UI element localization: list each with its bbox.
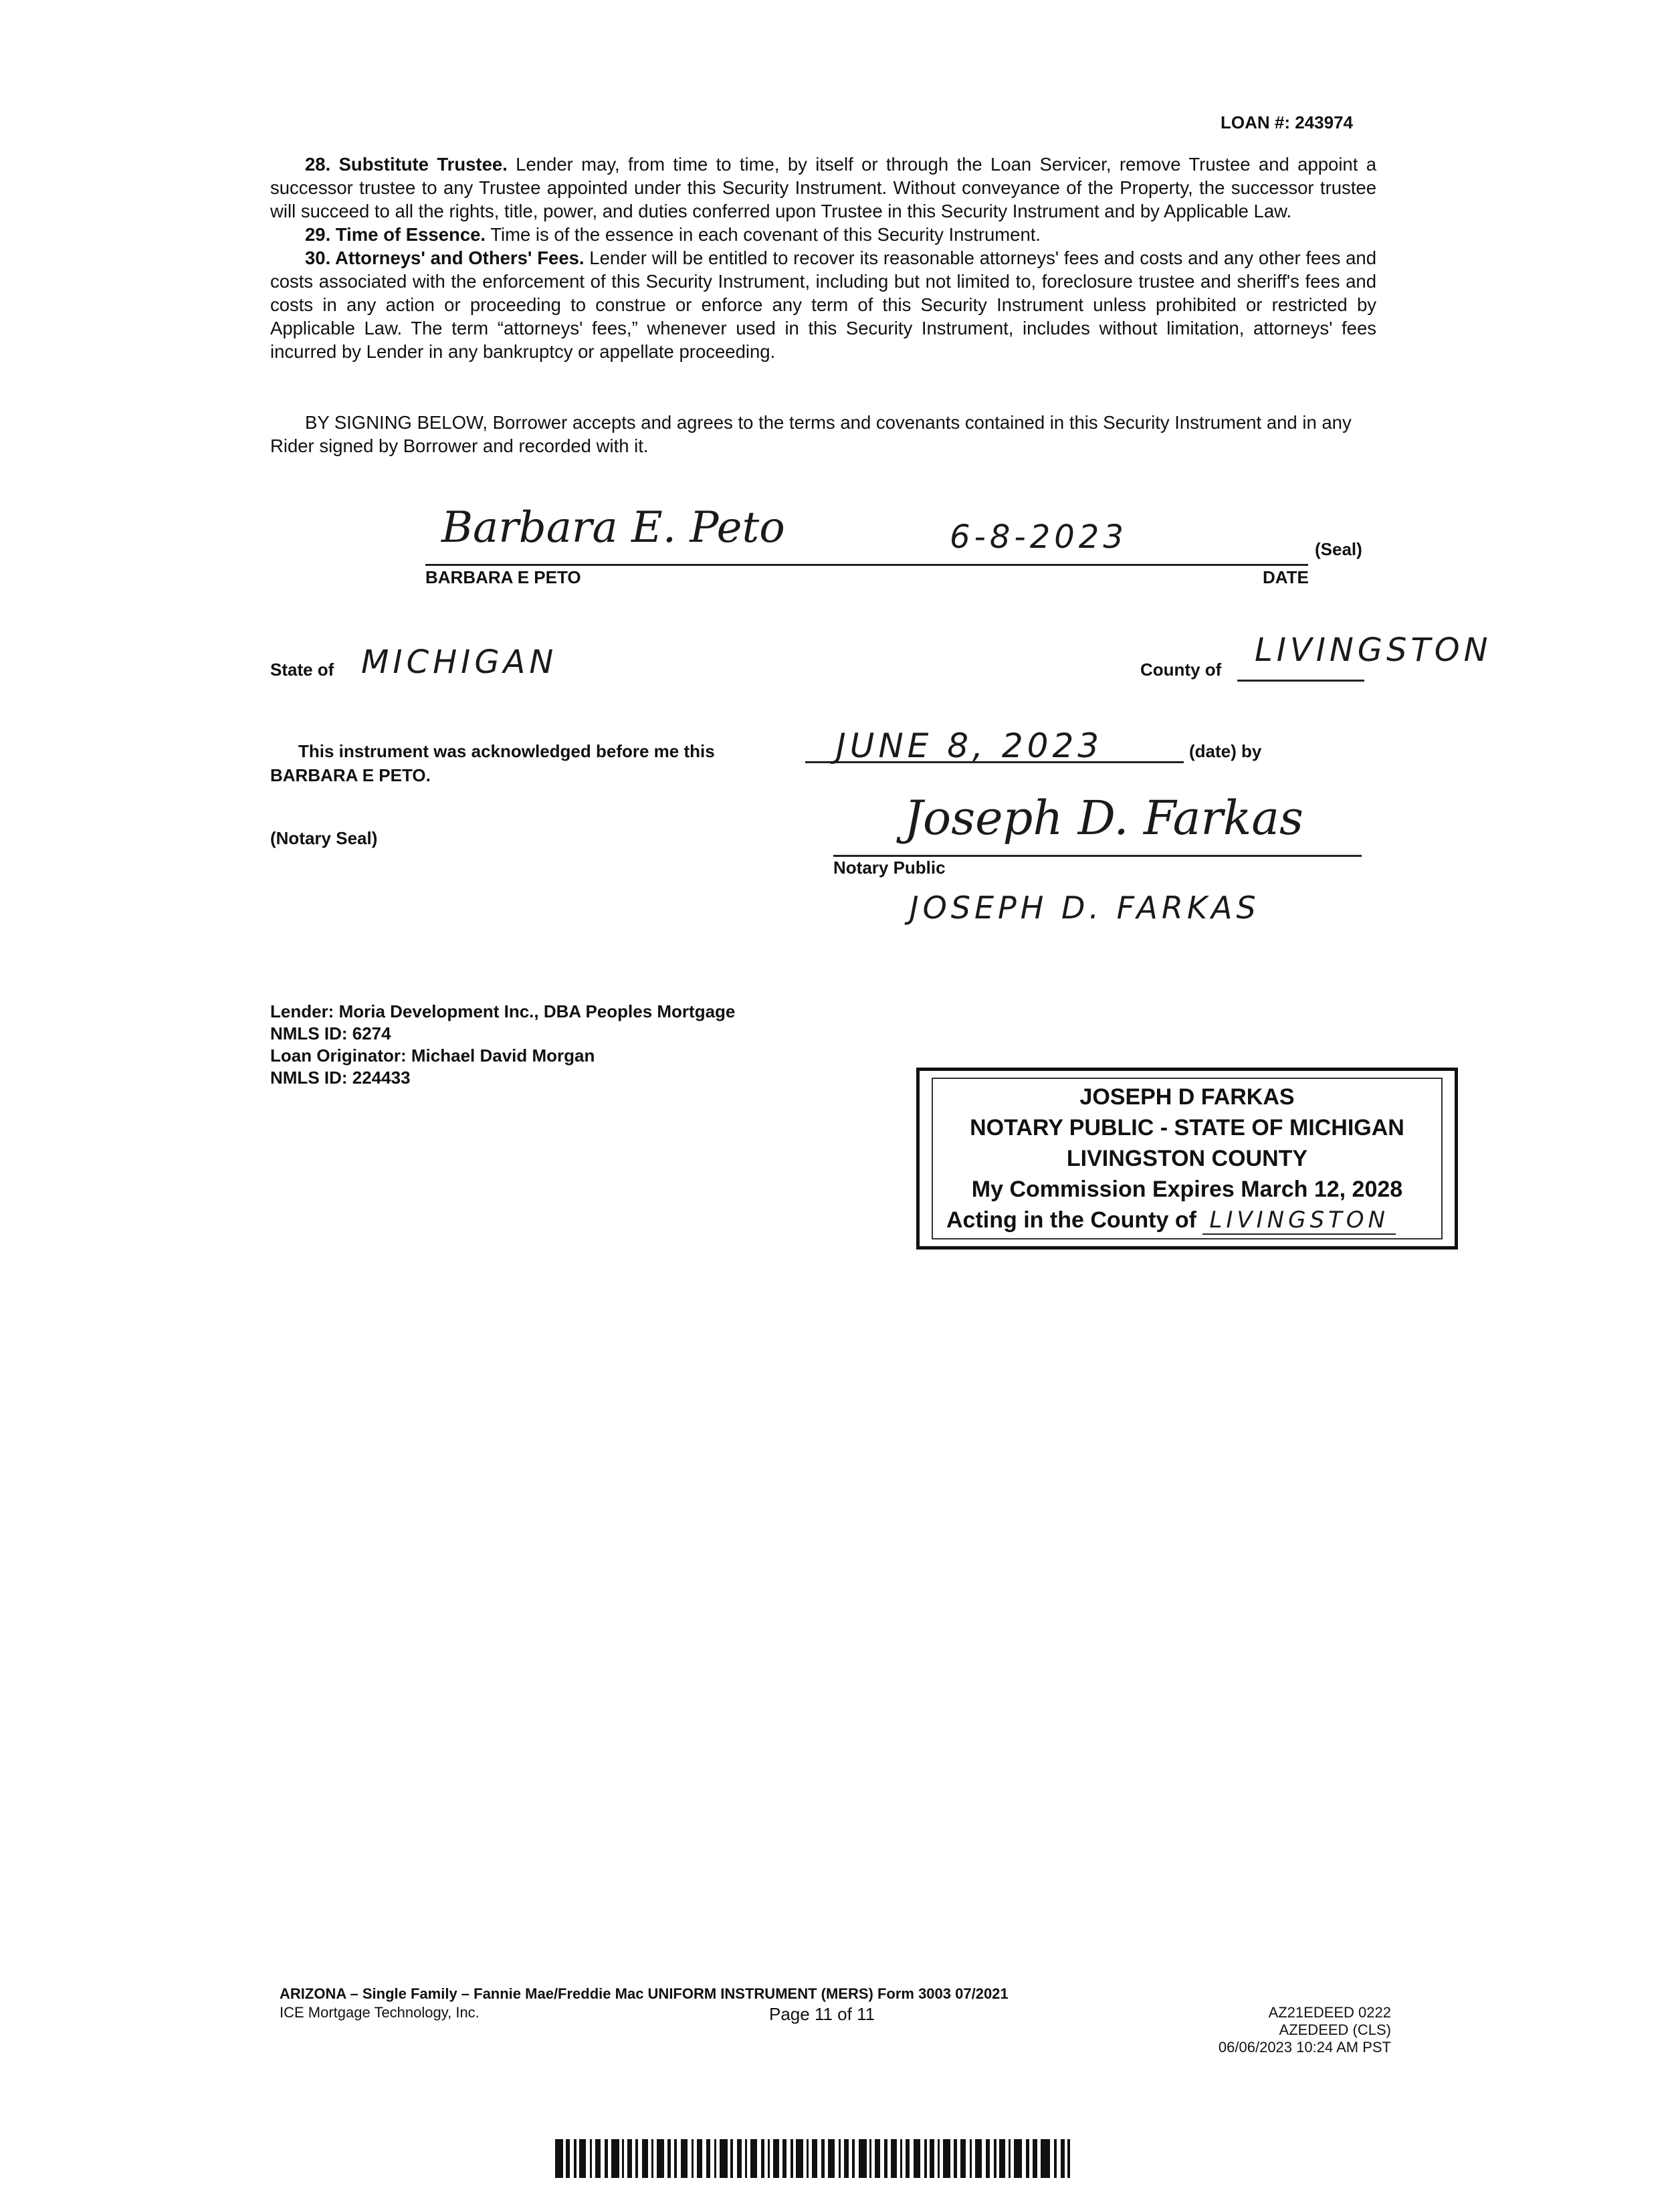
borrower-date-handwritten: 6-8-2023 [950,518,1128,556]
section-28 [270,153,1376,223]
ack-text: This instrument was acknowledged before me this [298,741,715,761]
county-line [1237,680,1364,682]
state-label: State of [270,660,334,680]
footer-code-2: AZEDEED (CLS) [1279,2021,1391,2038]
section-28-text: Lender may, from time to time, by itself or through the Loan Servicer, remove Trustee and appoint a successor trustee to any Trustee appointed under this Security Instrument. Without conveyance of the Property, the successor trustee will succeed to all the rights, title, power, and duties conferred upon Trustee in this Security Instrument and by Applicable Law. [270,154,1377,221]
county-label: County of [1140,660,1222,680]
state-value: MICHIGAN [361,643,558,681]
footer-company: ICE Mortgage Technology, Inc. [280,2004,480,2021]
barcode-graphic [555,2139,1070,2178]
footer-form-info: ARIZONA – Single Family – Fannie Mae/Freddie Mac UNIFORM INSTRUMENT (MERS) Form 3003 07/2021 [280,1985,1009,2002]
section-28-title: 28. Substitute Trustee. [305,154,508,175]
ack-suffix: (date) by [1189,741,1262,761]
loan-number: LOAN #: 243974 [1221,112,1353,132]
lender-nmls: NMLS ID: 6274 [270,1023,391,1043]
notary-stamp-inner-border [932,1078,1443,1239]
section-30 [270,246,1376,363]
stamp-acting-value: LIVINGSTON [1202,1207,1396,1235]
stamp-county: LIVINGSTON COUNTY [1066,1146,1308,1171]
county-value: LIVINGSTON [1255,631,1492,669]
stamp-acting-label: Acting in the County of [946,1207,1196,1233]
lender-block [270,1001,735,1089]
footer-page-number: Page 11 of 11 [769,2004,875,2024]
section-29 [270,223,1376,246]
footer-code-1: AZ21EDEED 0222 [1268,2004,1391,2021]
notary-printed-name: JOSEPH D. FARKAS [910,890,1260,926]
covenant-sections [270,153,1376,363]
notary-seal-label: (Notary Seal) [270,828,378,848]
section-29-text: Time is of the essence in each covenant of this Security Instrument. [486,224,1041,245]
notary-public-label: Notary Public [833,858,946,878]
stamp-name: JOSEPH D FARKAS [1079,1084,1295,1110]
stamp-title: NOTARY PUBLIC - STATE OF MICHIGAN [970,1115,1404,1140]
stamp-expiration: My Commission Expires March 12, 2028 [971,1177,1403,1202]
ack-date: JUNE 8, 2023 [836,726,1104,765]
ack-name: BARBARA E PETO. [270,765,431,785]
footer-timestamp: 06/06/2023 10:24 AM PST [1218,2039,1391,2056]
loan-originator: Loan Originator: Michael David Morgan [270,1045,595,1066]
originator-nmls: NMLS ID: 224433 [270,1068,411,1088]
borrower-date-label: DATE [1263,567,1309,587]
borrower-seal-label: (Seal) [1315,539,1362,559]
section-30-text: Lender will be entitled to recover its reasonable attorneys' fees and costs and any other fees and costs associated with the enforcement of this Security Instrument, including but not limited to, foreclosure trustee and sheriff's fees and costs in any action or proceeding to construe or enforce any term of this Security Instrument unless prohibited or restricted by Applicable Law. The term “attorneys' fees,” whenever used in this Security Instrument, includes without limitation, attorneys' fees incurred by Lender in any bankruptcy or appellate proceeding. [270,247,1376,362]
borrower-signature: Barbara E. Peto [441,503,785,553]
borrower-signature-line [425,564,1308,566]
borrower-name: BARBARA E PETO [425,567,581,587]
signing-statement: BY SIGNING BELOW, Borrower accepts and agrees to the terms and covenants contained in this Security Instrument and in any Rider signed by Borrower and recorded with it. [270,412,1352,456]
notary-signature-line [833,855,1362,857]
lender-line: Lender: Moria Development Inc., DBA Peoples Mortgage [270,1001,736,1021]
section-29-title: 29. Time of Essence. [305,224,486,245]
notary-stamp [916,1068,1458,1250]
notary-signature: Joseph D. Farkas [904,791,1303,845]
section-30-title: 30. Attorneys' and Others' Fees. [305,247,585,268]
footer-doc-codes [1164,2004,1391,2056]
